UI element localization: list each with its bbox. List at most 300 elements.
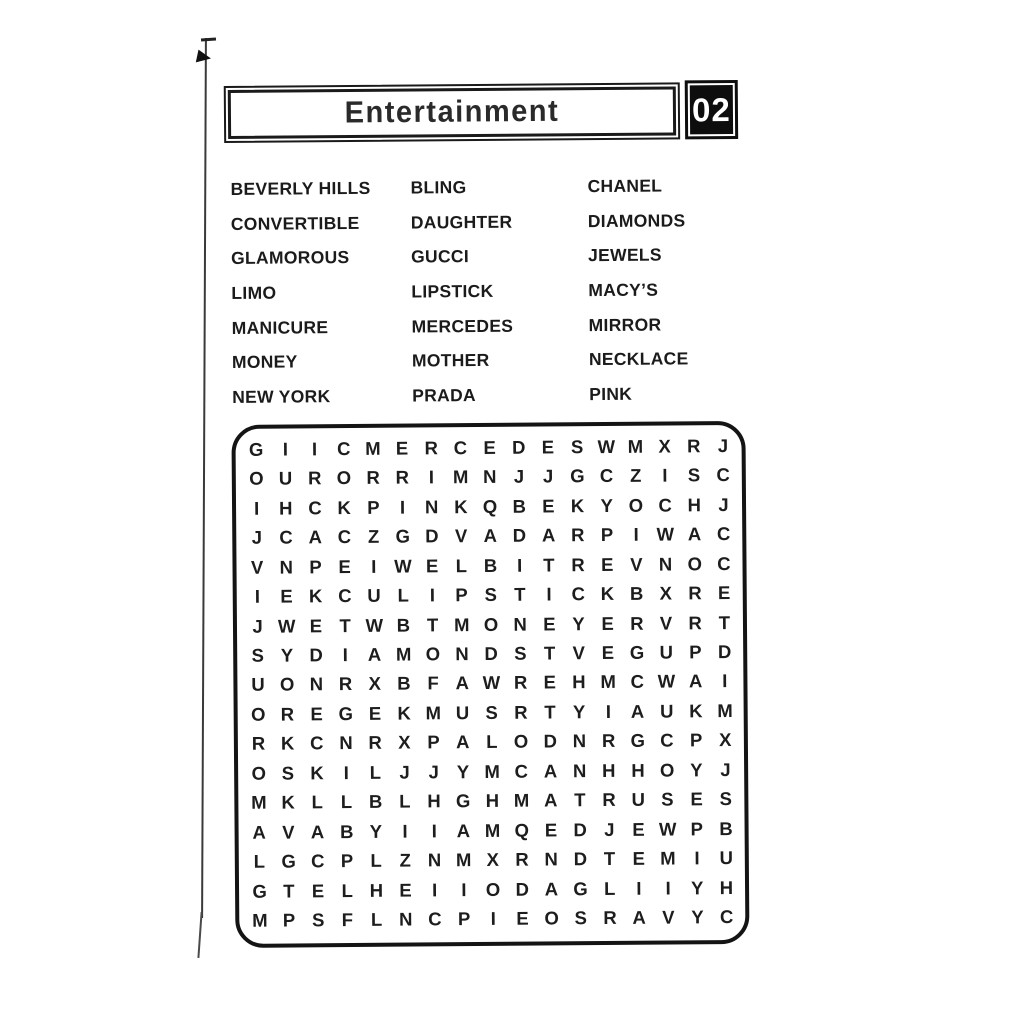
grid-letter: G	[395, 525, 411, 547]
grid-letter: B	[396, 614, 411, 636]
grid-letter: E	[601, 612, 614, 634]
grid-letter: K	[689, 700, 703, 722]
grid-letter: C	[279, 526, 293, 548]
grid-letter: Y	[600, 494, 613, 516]
grid-letter: R	[395, 466, 410, 488]
grid-letter: I	[694, 847, 700, 869]
grid-letter: V	[250, 556, 264, 578]
grid-letter: D	[511, 436, 526, 458]
grid-letter: R	[366, 466, 380, 489]
grid-letter: L	[341, 879, 353, 901]
grid-letter: E	[544, 819, 558, 841]
grid-letter: Y	[691, 906, 704, 928]
grid-letter: I	[253, 497, 260, 519]
grid-letter: V	[630, 553, 643, 575]
grid-letter: Q	[482, 495, 498, 517]
grid-letter: P	[340, 850, 354, 872]
word-list-column-2	[410, 169, 589, 413]
grid-letter: V	[282, 821, 295, 843]
grid-letter: U	[659, 641, 674, 663]
grid-letter: I	[432, 879, 438, 901]
grid-letter: E	[516, 907, 529, 929]
grid-letter: X	[368, 673, 381, 695]
grid-letter: X	[658, 435, 671, 457]
grid-letter: A	[367, 643, 382, 665]
grid-letter: R	[630, 612, 644, 634]
grid-letter: G	[455, 790, 471, 812]
grid-letter: E	[399, 879, 412, 901]
grid-letter: N	[658, 553, 673, 575]
grid-letter: U	[367, 584, 381, 606]
grid-letter: C	[599, 465, 614, 487]
grid-letter: O	[483, 613, 499, 635]
grid-letter: T	[283, 880, 295, 902]
grid-letter: Y	[690, 759, 703, 781]
grid-letter: O	[279, 673, 295, 696]
grid-letter: C	[716, 464, 730, 486]
grid-letter: S	[485, 701, 498, 723]
grid-letter: W	[597, 435, 616, 457]
grid-letter: A	[541, 524, 556, 546]
grid-letter: X	[659, 582, 673, 604]
grid-letter: A	[455, 731, 470, 753]
grid-letter: C	[308, 496, 322, 519]
grid-letter: J	[720, 758, 731, 781]
grid-letter: R	[571, 553, 585, 575]
grid-letter: O	[249, 467, 264, 490]
grid-letter: W	[277, 615, 296, 637]
grid-letter: T	[603, 848, 616, 870]
page-number: 02	[691, 90, 731, 128]
word-list-item: BLING	[410, 177, 467, 198]
grid-letter: N	[339, 732, 353, 754]
grid-letter: A	[688, 670, 703, 692]
word-list-item: CHANEL	[587, 175, 663, 197]
grid-letter: I	[343, 761, 349, 783]
grid-letter: S	[719, 788, 733, 810]
grid-letter: R	[603, 907, 617, 929]
word-list-item: PRADA	[412, 385, 476, 406]
grid-letter: I	[633, 523, 639, 545]
grid-letter: S	[281, 762, 295, 784]
grid-letter: W	[394, 555, 412, 577]
grid-letter: T	[718, 611, 731, 633]
grid-letter: G	[630, 730, 646, 752]
grid-letter: G	[573, 877, 588, 900]
grid-letter: Y	[369, 820, 383, 842]
grid-letter: E	[690, 788, 703, 810]
grid-letter: N	[424, 495, 439, 518]
grid-letter: F	[427, 672, 439, 694]
grid-letter: N	[309, 673, 324, 695]
grid-letter: P	[690, 818, 704, 840]
grid-letter: O	[251, 762, 267, 784]
grid-letter: C	[719, 906, 734, 928]
grid-letter: A	[310, 821, 325, 843]
grid-letter: R	[602, 789, 616, 811]
grid-letter: L	[370, 909, 383, 931]
grid-letter: Z	[399, 849, 412, 871]
grid-letter: R	[687, 435, 701, 457]
word-list	[230, 168, 752, 415]
grid-letter: O	[544, 907, 559, 929]
grid-letter: H	[719, 876, 734, 898]
grid-letter: O	[687, 552, 703, 574]
word-list-item: DAUGHTER	[410, 211, 513, 233]
grid-letter: Z	[367, 525, 380, 548]
grid-letter: H	[485, 790, 500, 812]
grid-letter: C	[428, 908, 442, 930]
grid-letter: E	[632, 848, 645, 870]
grid-letter: N	[572, 760, 587, 782]
grid-letter: P	[689, 641, 702, 663]
grid-letter: E	[311, 880, 325, 902]
grid-letter: U	[719, 847, 733, 869]
word-search-frame	[231, 421, 749, 948]
grid-letter: J	[717, 434, 729, 456]
word-list-item: NEW YORK	[232, 386, 331, 408]
grid-letter: K	[281, 791, 295, 813]
grid-letter: Y	[280, 644, 294, 666]
grid-letter: R	[368, 732, 382, 754]
grid-letter: U	[278, 467, 293, 489]
grid-letter: A	[630, 700, 645, 722]
grid-letter: I	[517, 554, 523, 576]
grid-letter: E	[368, 702, 382, 724]
grid-letter: T	[426, 613, 439, 635]
grid-letter: M	[425, 702, 442, 724]
grid-letter: K	[600, 583, 615, 605]
grid-letter: R	[280, 703, 295, 725]
grid-letter: L	[311, 791, 324, 813]
grid-letter: J	[513, 465, 525, 487]
grid-letter: T	[514, 583, 526, 605]
grid-letter: N	[572, 730, 587, 752]
grid-letter: N	[544, 848, 558, 870]
grid-letter: E	[483, 436, 496, 458]
word-list-item: LIPSTICK	[411, 280, 494, 302]
grid-letter: M	[251, 792, 267, 814]
grid-letter: I	[371, 555, 377, 577]
grid-letter: I	[311, 438, 318, 460]
grid-letter: A	[483, 525, 498, 547]
puzzle-title-box	[224, 82, 680, 143]
grid-letter: C	[336, 437, 351, 459]
grid-letter: P	[600, 524, 614, 546]
grid-letter: S	[311, 909, 325, 931]
grid-letter: A	[252, 821, 266, 843]
grid-letter: F	[341, 909, 354, 931]
word-list-column-1	[230, 171, 412, 415]
grid-letter: M	[600, 671, 616, 693]
grid-letter: J	[542, 465, 554, 487]
grid-letter: R	[514, 701, 528, 723]
grid-letter: D	[425, 525, 439, 547]
word-list-item: MERCEDES	[411, 315, 514, 337]
grid-letter: D	[573, 819, 587, 841]
grid-letter: M	[660, 847, 676, 869]
grid-letter: O	[659, 759, 675, 781]
grid-letter: G	[338, 702, 354, 725]
page-title: Entertainment	[344, 94, 560, 130]
grid-letter: R	[688, 582, 702, 604]
grid-letter: B	[719, 817, 733, 839]
grid-letter: T	[574, 789, 586, 811]
grid-letter: K	[454, 495, 468, 517]
word-list-item: GLAMOROUS	[231, 247, 350, 269]
grid-letter: R	[338, 673, 353, 695]
grid-letter: I	[402, 820, 408, 842]
grid-letter: C	[514, 760, 529, 782]
grid-letter: P	[367, 496, 380, 518]
grid-letter: H	[427, 790, 441, 812]
grid-letter: S	[484, 583, 497, 606]
grid-letter: H	[279, 497, 293, 519]
grid-letter: R	[513, 672, 528, 694]
grid-letter: L	[604, 877, 616, 899]
grid-letter: A	[543, 760, 558, 782]
grid-letter: M	[252, 909, 268, 932]
grid-letter: E	[717, 582, 731, 604]
grid-letter: V	[572, 642, 585, 664]
grid-letter: L	[340, 791, 353, 813]
grid-letter: E	[601, 641, 615, 664]
grid-letter: R	[515, 848, 529, 871]
grid-letter: M	[365, 437, 381, 459]
grid-letter: G	[570, 465, 585, 487]
grid-letter: N	[279, 556, 294, 578]
grid-letter: W	[656, 523, 675, 545]
grid-letter: M	[452, 466, 469, 488]
grid-letter: L	[369, 761, 382, 783]
grid-letter: B	[512, 495, 526, 517]
grid-letter: M	[395, 643, 412, 665]
grid-letter: U	[631, 789, 646, 811]
grid-letter: P	[457, 908, 471, 930]
grid-letter: X	[486, 849, 500, 871]
grid-letter: I	[461, 878, 467, 900]
grid-letter: Y	[456, 761, 470, 783]
word-list-item: MONEY	[231, 351, 298, 373]
grid-letter: T	[543, 642, 556, 664]
word-list-item: MIRROR	[588, 314, 662, 335]
grid-letter: X	[398, 731, 411, 754]
grid-letter: C	[630, 671, 645, 693]
grid-letter: N	[398, 908, 413, 930]
grid-letter: G	[629, 641, 645, 663]
grid-letter: K	[570, 494, 585, 516]
grid-letter: I	[428, 466, 435, 488]
grid-letter: K	[397, 702, 411, 724]
grid-letter: L	[455, 554, 468, 576]
grid-letter: I	[431, 820, 437, 842]
grid-letter: B	[397, 673, 411, 695]
grid-letter: I	[490, 908, 496, 930]
word-list-item: CONVERTIBLE	[230, 212, 360, 234]
grid-letter: I	[665, 877, 671, 899]
puzzle-title-inner-frame	[228, 86, 676, 139]
grid-letter: O	[628, 494, 644, 516]
grid-letter: E	[425, 554, 439, 577]
grid-letter: L	[399, 790, 411, 813]
grid-letter: R	[307, 467, 322, 489]
grid-letter: T	[544, 701, 556, 723]
grid-letter: S	[570, 435, 584, 458]
word-list-item: LIMO	[231, 282, 277, 304]
grid-letter: V	[662, 906, 675, 928]
grid-letter: I	[282, 438, 289, 460]
grid-letter: J	[399, 761, 410, 783]
grid-letter: D	[573, 848, 588, 870]
grid-letter: E	[542, 495, 555, 517]
grid-letter: R	[251, 733, 266, 755]
word-list-item: PINK	[589, 383, 633, 405]
grid-letter: Z	[629, 464, 642, 487]
grid-letter: O	[513, 731, 529, 753]
grid-letter: R	[688, 611, 702, 633]
grid-letter: D	[309, 644, 323, 666]
grid-letter: L	[397, 584, 409, 606]
grid-letter: H	[572, 671, 586, 693]
grid-letter: C	[658, 494, 672, 516]
grid-letter: B	[339, 820, 354, 842]
word-list-item: JEWELS	[588, 244, 662, 266]
grid-letter: D	[543, 730, 558, 752]
grid-letter: U	[659, 700, 674, 722]
grid-letter: E	[280, 585, 293, 607]
grid-letter: H	[687, 493, 702, 516]
grid-letter: U	[251, 674, 265, 696]
grid-letter: O	[425, 643, 441, 665]
grid-letter: L	[370, 850, 382, 872]
grid-letter: M	[513, 789, 530, 812]
grid-letter: C	[716, 523, 731, 545]
grid-letter: H	[602, 759, 616, 781]
grid-letter: C	[338, 585, 352, 607]
grid-letter: J	[718, 493, 729, 515]
grid-letter: V	[454, 525, 468, 547]
grid-letter: B	[368, 791, 383, 813]
grid-letter: E	[338, 555, 351, 577]
grid-letter: T	[339, 614, 351, 636]
grid-letter: P	[455, 584, 468, 606]
grid-letter: I	[605, 700, 612, 722]
grid-letter: S	[514, 642, 527, 664]
grid-letter: C	[310, 850, 325, 872]
grid-letter: O	[485, 878, 501, 900]
grid-letter: P	[427, 731, 440, 753]
grid-letter: I	[546, 583, 552, 605]
grid-letter: V	[659, 612, 673, 634]
grid-letter: N	[513, 613, 527, 635]
grid-letter: A	[544, 878, 559, 900]
grid-letter: N	[483, 466, 497, 488]
grid-letter: Y	[572, 612, 585, 634]
grid-letter: I	[342, 644, 348, 666]
grid-letter: Y	[572, 701, 586, 723]
grid-letter: A	[456, 819, 471, 842]
grid-letter: K	[337, 496, 351, 518]
grid-letter: K	[310, 762, 324, 784]
word-list-item: MANICURE	[231, 316, 329, 338]
grid-letter: T	[543, 554, 555, 576]
grid-letter: I	[399, 496, 406, 518]
grid-letter: E	[541, 436, 555, 458]
grid-letter: G	[252, 880, 267, 902]
grid-letter: C	[660, 729, 674, 752]
grid-letter: L	[486, 731, 498, 753]
grid-letter: E	[600, 553, 614, 575]
grid-letter: C	[717, 552, 731, 574]
grid-letter: R	[424, 437, 438, 459]
word-list-item: NECKLACE	[588, 348, 689, 370]
grid-letter: I	[429, 584, 436, 606]
grid-letter: I	[662, 464, 668, 486]
grid-letter: U	[455, 702, 470, 724]
grid-letter: I	[722, 670, 728, 692]
grid-letter: J	[252, 615, 263, 637]
grid-letter: S	[687, 464, 701, 486]
grid-letter: D	[515, 878, 529, 900]
grid-letter: N	[427, 849, 442, 871]
grid-letter: I	[254, 585, 260, 607]
grid-letter: K	[308, 585, 323, 607]
grid-letter: A	[632, 906, 646, 929]
grid-letter: W	[482, 672, 501, 694]
grid-letter: K	[280, 732, 295, 755]
grid-letter: P	[282, 909, 296, 931]
grid-letter: J	[428, 761, 439, 783]
grid-letter: S	[251, 644, 265, 666]
grid-letter: M	[717, 699, 733, 722]
grid-letter: S	[574, 907, 588, 929]
grid-letter: W	[365, 614, 384, 636]
grid-letter: O	[250, 703, 266, 725]
word-list-item: GUCCI	[411, 246, 470, 267]
grid-letter: G	[281, 850, 296, 872]
grid-letter: E	[395, 437, 409, 459]
grid-letter: C	[453, 436, 468, 458]
word-list-item: BEVERLY HILLS	[230, 177, 371, 199]
grid-letter: J	[604, 818, 615, 840]
grid-letter: J	[251, 526, 263, 548]
grid-letter: E	[543, 671, 557, 693]
grid-letter: P	[309, 555, 322, 577]
grid-letter: X	[719, 729, 732, 751]
grid-letter: W	[657, 670, 676, 693]
grid-letter: R	[571, 524, 585, 546]
grid-letter: E	[543, 612, 556, 635]
grid-letter: R	[601, 730, 616, 752]
grid-letter: E	[310, 703, 323, 725]
grid-letter: A	[308, 526, 322, 548]
grid-letter: A	[455, 672, 470, 694]
grid-letter: D	[484, 642, 498, 664]
grid-letter: Y	[691, 877, 704, 899]
grid-letter: Q	[514, 819, 530, 841]
grid-letter: E	[632, 818, 645, 840]
grid-letter: G	[248, 438, 264, 460]
page-number-badge	[685, 80, 738, 139]
grid-letter: D	[717, 641, 732, 663]
grid-letter: B	[629, 582, 644, 604]
grid-letter: E	[309, 614, 323, 636]
grid-letter: M	[627, 435, 644, 457]
grid-letter: M	[484, 760, 500, 782]
grid-letter: C	[337, 526, 352, 548]
grid-letter: I	[636, 877, 642, 899]
grid-letter: C	[310, 732, 324, 754]
